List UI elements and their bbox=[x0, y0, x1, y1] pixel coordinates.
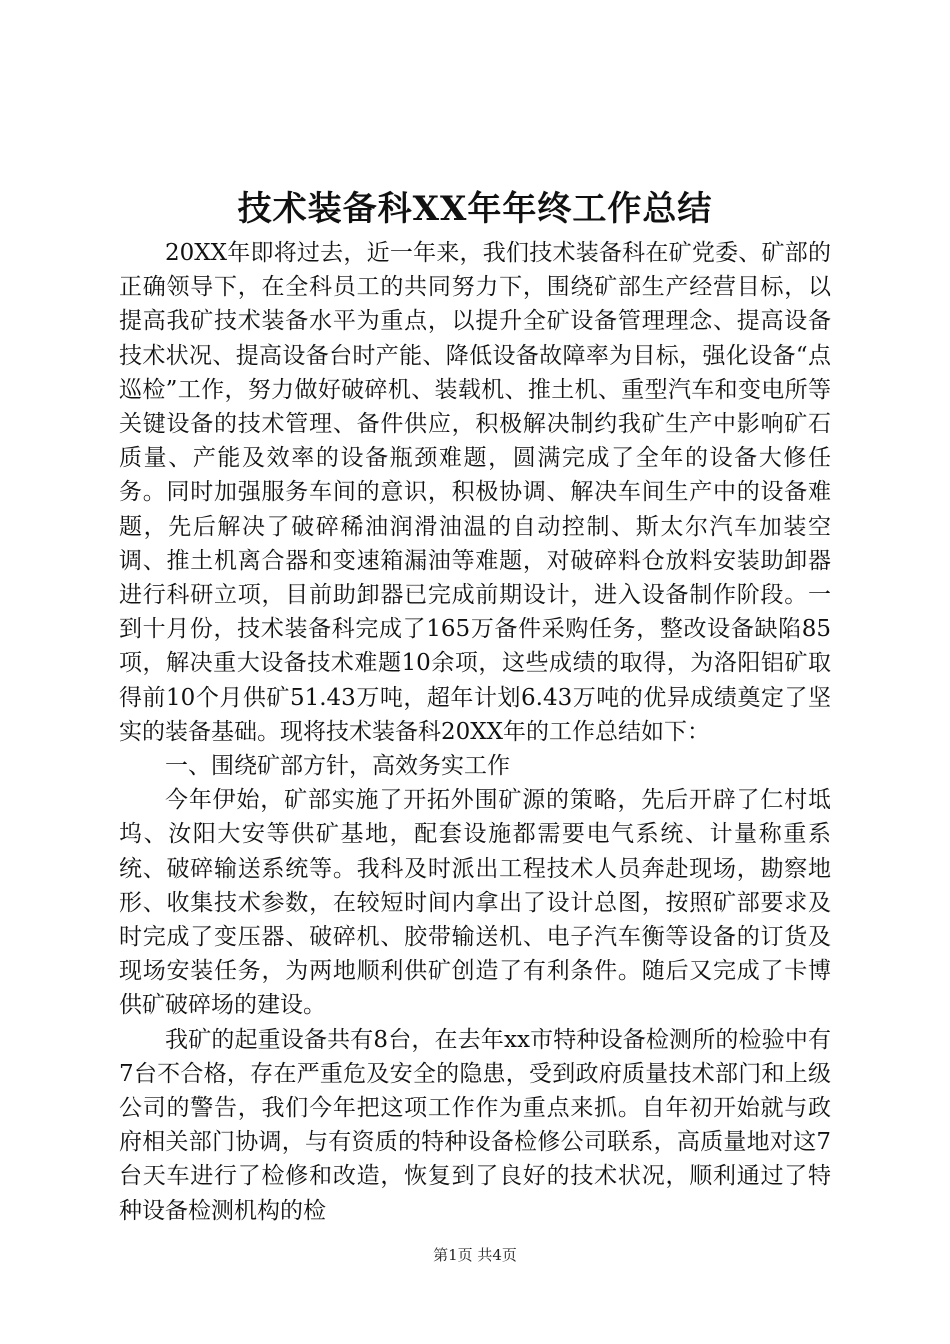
paragraph-section-1: 今年伊始，矿部实施了开拓外围矿源的策略，先后开辟了仁村坻坞、汝阳大安等供矿基地，配套设施都需要电气系统、计量称重系统、破碎输送系统等。我科及时派出工程技术人员奔赴现场，勘察地形、收集技术参数，在较短时间内拿出了设计总图，按照矿部要求及时完成了变压器、破碎机、胶带输送机、电子汽车衡等设备的订货及现场安装任务，为两地顺利供矿创造了有利条件。随后又完成了卡博供矿破碎场的建设。 bbox=[119, 787, 831, 1019]
paragraph-intro: 20XX年即将过去，近一年来，我们技术装备科在矿党委、矿部的正确领导下，在全科员工的共同努力下，围绕矿部生产经营目标，以提高我矿技术装备水平为重点，以提升全矿设备管理理念、提高设备技术状况、提高设备台时产能、降低设备故障率为目标，强化设备“点巡检”工作，努力做好破碎机、装载机、推土机、重型汽车和变电所等关键设备的技术管理、备件供应，积极解决制约我矿生产中影响矿石质量、产能及效率的设备瓶颈难题，圆满完成了全年的设备大修任务。同时加强服务车间的意识，积极协调、解决车间生产中的设备难题，先后解决了破碎稀油润滑油温的自动控制、斯太尔汽车加装空调、推土机离合器和变速箱漏油等难题，对破碎料仓放料安装助卸器进行科研立项，目前助卸器已完成前期设计，进入设备制作阶段。一到十月份，技术装备科完成了165万备件采购任务，整改设备缺陷85项，解决重大设备技术难题10余项，这些成绩的取得，为洛阳铝矿取得前10个月供矿51.43万吨，超年计划6.43万吨的优异成绩奠定了坚实的装备基础。现将技术装备科20XX年的工作总结如下： bbox=[119, 240, 831, 745]
paragraph-cranes: 我矿的起重设备共有8台，在去年xx市特种设备检测所的检验中有7台不合格，存在严重危及安全的隐患，受到政府质量技术部门和上级公司的警告，我们今年把这项工作作为重点来抓。自年初开始就与政府相关部门协调，与有资质的特种设备检修公司联系，高质量地对这7台天车进行了检修和改造，恢复到了良好的技术状况，顺利通过了特种设备检测机构的检 bbox=[119, 1026, 831, 1224]
document-title: 技术装备科XX年年终工作总结 bbox=[237, 189, 713, 229]
page-footer: 第1页 共4页 bbox=[433, 1246, 517, 1264]
document-body bbox=[119, 236, 831, 1228]
section-heading: 一、围绕矿部方针，高效务实工作 bbox=[165, 753, 510, 780]
